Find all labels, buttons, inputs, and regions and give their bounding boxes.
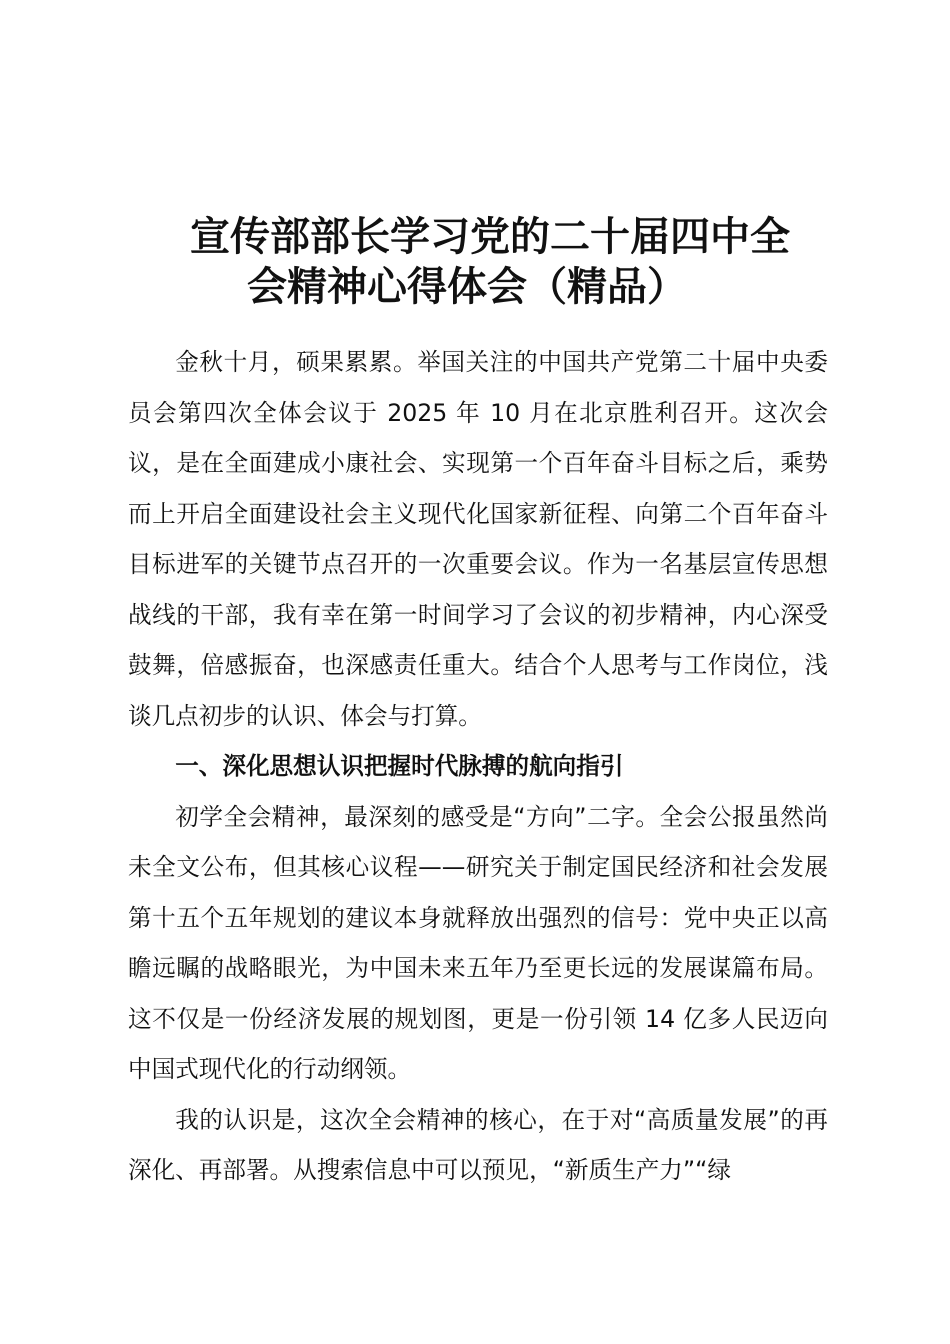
- title-line-2: 会精神心得体会（精品）: [247, 263, 687, 310]
- document-body: [128, 337, 828, 1196]
- document-title: [0, 212, 950, 312]
- section-heading: 一、深化思想认识把握时代脉搏的航向指引: [175, 752, 624, 780]
- intro-paragraph: 金秋十月，硕果累累。举国关注的中国共产党第二十届中央委员会第四次全体会议于 2025 年 10 月在北京胜利召开。这次会议，是在全面建成小康社会、实现第一个百年奋斗目标之后，乘势而上开启全面建设社会主义现代化国家新征程、向第二个百年奋斗目标进军的关键节点召开的一次重要会议。作为一名基层宣传思想战线的干部，我有幸在第一时间学习了会议的初步精神，内心深受鼓舞，倍感振奋，也深感责任重大。结合个人思考与工作岗位，浅谈几点初步的认识、体会与打算。: [128, 348, 828, 730]
- title-line-1: 宣传部部长学习党的二十届四中全: [190, 213, 790, 260]
- section-paragraph-1: 初学全会精神，最深刻的感受是“方向”二字。全会公报虽然尚未全文公布，但其核心议程——研究关于制定国民经济和社会发展第十五个五年规划的建议本身就释放出强烈的信号：党中央正以高瞻远瞩的战略眼光，为中国未来五年乃至更长远的发展谋篇布局。这不仅是一份经济发展的规划图，更是一份引领 14 亿多人民迈向中国式现代化的行动纲领。: [128, 802, 828, 1083]
- section-paragraph-2: 我的认识是，这次全会精神的核心，在于对“高质量发展”的再深化、再部署。从搜索信息中可以预见，“新质生产力”“绿: [128, 1105, 828, 1184]
